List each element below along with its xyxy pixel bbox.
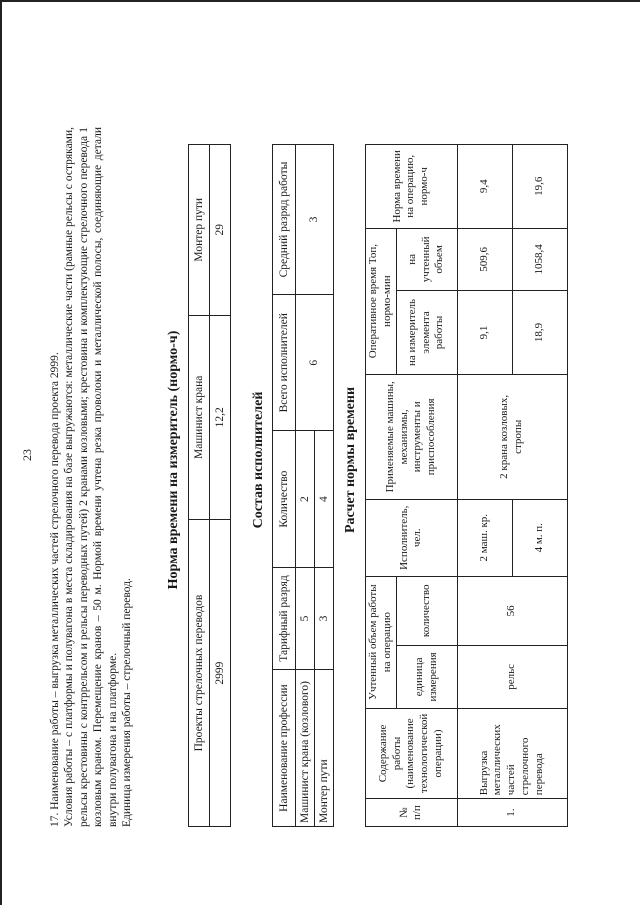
norm-header-crane: Машинист крана	[189, 315, 210, 520]
work-description	[48, 127, 134, 827]
calc-row-num: 1.	[457, 799, 567, 827]
calc-header-num: № п/п	[366, 799, 458, 827]
norm-value-trackman: 29	[210, 145, 231, 316]
crew-total: 6	[296, 295, 334, 431]
crew-table	[272, 144, 334, 827]
crew-avg-grade: 3	[296, 145, 334, 295]
norm-section-title: Норма времени на измеритель (нормо-ч)	[166, 330, 181, 590]
calc-header-op-time: Оперативное время Топ, нормо-мин	[366, 228, 397, 374]
crew-header-total: Всего исполнителей	[273, 295, 296, 431]
crew-grade-trackman: 3	[315, 567, 334, 669]
page-number: 23	[20, 449, 34, 461]
crew-section-title: Состав исполнителей	[251, 391, 266, 529]
crew-grade-crane: 5	[296, 567, 315, 669]
crew-header-avg-grade: Средний разряд работы	[273, 145, 296, 295]
calc-row-op-per-unit-trackman: 18,9	[512, 291, 567, 375]
work-conditions: Условия работы – с платформы и полувагона в места складирования на базе выгружаются: металлические части (рамные рельсы с остряками, рельсы крестовины с контррельсом и рельсы переводных путей) 2 кранами козловыми; крестовина и комплектующие стрелочного перевода 1 козловым краном. Перемещение кранов – 50 м. Нормой времени учтена резка проволоки и металлической полосы, соединяющие детали внутри полувагона и на платформе.	[63, 127, 119, 827]
calc-row-norm-trackman: 19,6	[512, 145, 567, 229]
calc-header-machines: Применяемые машины, механизмы, инструменты и приспособления	[366, 374, 458, 499]
crew-header-count: Количество	[273, 431, 296, 567]
calc-header-op-per-unit: на измеритель элемента работы	[396, 291, 457, 375]
calc-row-op-total-trackman: 1058,4	[512, 228, 567, 291]
calc-row-op-per-unit-crane: 9,1	[457, 291, 512, 375]
calc-row-op-total-crane: 509,6	[457, 228, 512, 291]
calc-row-content: Выгрузка металлических частей стрелочного перевода	[457, 708, 567, 798]
calc-header-content: Содержание работы (наименование технологической операции)	[366, 708, 458, 798]
calc-row-qty: 56	[457, 576, 567, 646]
calc-header-op-total: на учтенный объем	[396, 228, 457, 291]
work-unit: Единица измерения работы – стрелочный перевод.	[120, 578, 133, 827]
work-title: 17. Наименование работы – выгрузка металлических частей стрелочного перевода проекта 2999.	[49, 352, 61, 827]
calc-row-unit: рельс	[457, 646, 567, 709]
rotated-page	[20, 35, 620, 885]
calc-table	[365, 144, 568, 827]
calc-header-unit: единица измерения	[396, 646, 457, 709]
crew-count-crane: 2	[296, 431, 315, 567]
crew-header-profession: Наименование профессии	[273, 670, 296, 827]
norm-value-project: 2999	[210, 520, 231, 827]
calc-header-volume: Учтенный объем работы на операцию	[366, 576, 397, 708]
norm-value-crane: 12,2	[210, 315, 231, 520]
norm-table	[188, 144, 231, 827]
crew-count-trackman: 4	[315, 431, 334, 567]
calc-header-performer: Исполнитель, чел.	[366, 499, 458, 576]
calc-header-qty: количество	[396, 576, 457, 646]
calc-header-norm: Норма времени на операцию, нормо-ч	[366, 145, 458, 229]
crew-profession-crane: Машинист крана (козлового)	[296, 670, 315, 827]
calc-row-performer-trackman: 4 м. п.	[512, 499, 567, 576]
calc-row-machines: 2 крана козловых, стропы	[457, 374, 567, 499]
calc-row-performer-crane: 2 маш. кр.	[457, 499, 512, 576]
norm-header-trackman: Монтер пути	[189, 145, 210, 316]
calc-section-title: Расчет нормы времени	[343, 386, 358, 534]
norm-header-project: Проекты стрелочных переводов	[189, 520, 210, 827]
crew-header-grade: Тарифный разряд	[273, 567, 296, 669]
calc-row-norm-crane: 9,4	[457, 145, 512, 229]
crew-profession-trackman: Монтер пути	[315, 670, 334, 827]
